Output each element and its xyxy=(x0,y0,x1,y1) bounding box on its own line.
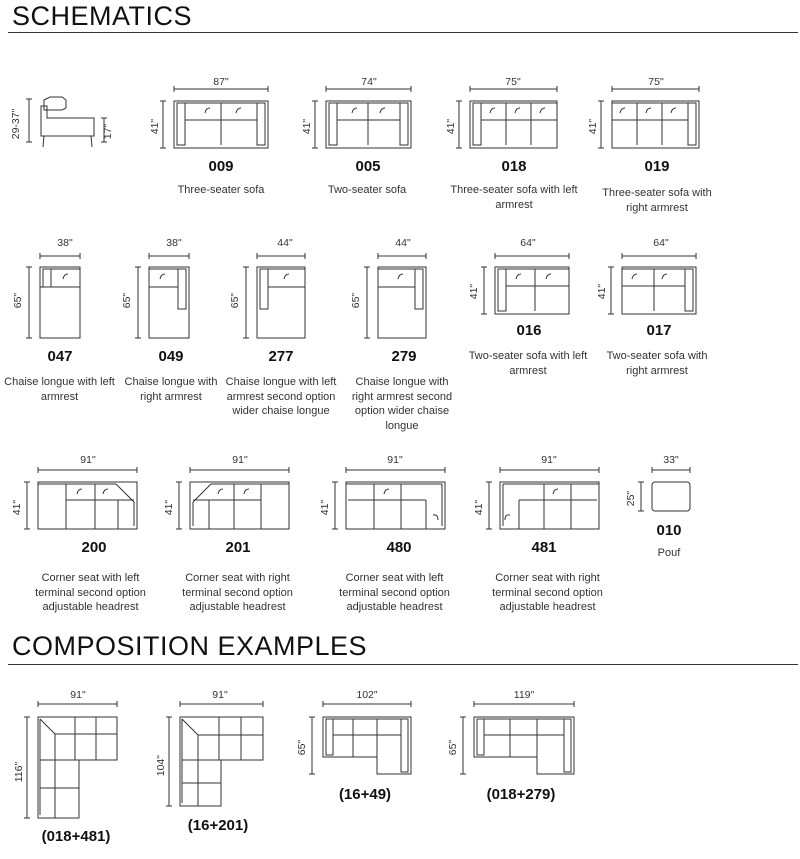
module-480-description: Corner seat with left terminal second option adjustable headrest xyxy=(339,572,450,613)
composition-018-279-code: (018+279) xyxy=(486,786,556,803)
module-005-width: 74" xyxy=(361,76,377,88)
module-279-width: 44" xyxy=(395,237,411,249)
module-279-description: Chaise longue with right armrest second option wider chaise longue xyxy=(351,376,453,432)
module-277-width: 44" xyxy=(277,237,293,249)
module-047-width: 38" xyxy=(57,237,73,249)
module-481-width: 91" xyxy=(541,454,557,466)
composition-16-49-depth: 65" xyxy=(295,739,308,756)
module-019-width: 75" xyxy=(648,76,664,88)
module-010-drawing xyxy=(638,467,690,511)
module-010-code: 010 xyxy=(656,522,682,539)
module-018-depth: 41" xyxy=(444,118,457,135)
module-009-depth: 41" xyxy=(148,118,161,135)
module-049-depth: 65" xyxy=(120,292,133,309)
composition-018-279-depth: 65" xyxy=(446,739,459,756)
side-height-label: 29-37" xyxy=(9,108,22,140)
module-047-drawing xyxy=(26,253,80,338)
module-201-code: 201 xyxy=(225,539,251,556)
module-200-drawing xyxy=(24,467,137,529)
module-019-description: Three-seater sofa with right armrest xyxy=(602,187,712,214)
module-016-drawing xyxy=(481,253,569,314)
module-009-width: 87" xyxy=(213,76,229,88)
composition-018-481-drawing xyxy=(24,701,117,818)
module-016-width: 64" xyxy=(520,237,536,249)
composition-018-279-drawing xyxy=(460,701,574,774)
module-017-drawing xyxy=(608,253,696,314)
module-017-description: Two-seater sofa with right armrest xyxy=(606,350,708,377)
module-279-code: 279 xyxy=(391,348,417,365)
module-018-width: 75" xyxy=(505,76,521,88)
composition-16-201-depth: 104" xyxy=(154,755,167,777)
module-009-description: Three-seater sofa xyxy=(177,184,265,196)
composition-16-49-width: 102" xyxy=(356,689,378,701)
module-480-width: 91" xyxy=(387,454,403,466)
module-481-depth: 41" xyxy=(472,499,485,516)
module-047-depth: 65" xyxy=(11,292,24,309)
module-017-width: 64" xyxy=(653,237,669,249)
module-009-code: 009 xyxy=(208,158,234,175)
module-049-drawing xyxy=(135,253,189,338)
module-279-depth: 65" xyxy=(349,292,362,309)
module-019-drawing xyxy=(598,86,699,148)
composition-018-279-width: 119" xyxy=(513,689,535,701)
module-481-description: Corner seat with right terminal second option adjustable headrest xyxy=(492,572,603,613)
module-016-depth: 41" xyxy=(467,283,480,300)
module-005-depth: 41" xyxy=(300,118,313,135)
composition-018-481-code: (018+481) xyxy=(41,828,111,845)
module-201-width: 91" xyxy=(232,454,248,466)
module-019-depth: 41" xyxy=(586,118,599,135)
module-480-drawing xyxy=(332,467,445,529)
module-047-code: 047 xyxy=(47,348,73,365)
composition-16-49-code: (16+49) xyxy=(338,786,392,803)
composition-018-481-width: 91" xyxy=(70,689,86,701)
module-019-code: 019 xyxy=(644,158,670,175)
module-200-code: 200 xyxy=(81,539,107,556)
module-047-description: Chaise longue with left armrest xyxy=(4,376,115,403)
module-481-drawing xyxy=(486,467,599,529)
compositions-divider xyxy=(8,664,798,665)
module-201-depth: 41" xyxy=(162,499,175,516)
module-200-depth: 41" xyxy=(10,499,23,516)
module-005-code: 005 xyxy=(355,158,381,175)
module-017-code: 017 xyxy=(646,322,672,339)
module-049-width: 38" xyxy=(166,237,182,249)
module-201-description: Corner seat with right terminal second option adjustable headrest xyxy=(182,572,293,613)
composition-16-201-drawing xyxy=(166,701,263,806)
module-481-code: 481 xyxy=(531,539,557,556)
module-009-drawing xyxy=(160,86,268,148)
composition-018-481-depth: 116" xyxy=(12,761,25,783)
module-017-depth: 41" xyxy=(595,283,608,300)
schematics-heading: SCHEMATICS xyxy=(12,1,193,31)
schematics-divider xyxy=(8,32,798,33)
module-200-description: Corner seat with left terminal second option adjustable headrest xyxy=(35,572,146,613)
composition-examples-heading: COMPOSITION EXAMPLES xyxy=(12,631,368,661)
module-010-description: Pouf xyxy=(657,547,681,559)
module-277-description: Chaise longue with left armrest second option wider chaise longue xyxy=(225,376,337,417)
module-016-description: Two-seater sofa with left armrest xyxy=(468,350,588,377)
module-049-description: Chaise longue with right armrest xyxy=(124,376,218,403)
module-049-code: 049 xyxy=(158,348,184,365)
module-010-depth: 25" xyxy=(624,490,637,507)
composition-16-201-code: (16+201) xyxy=(187,817,249,834)
module-480-code: 480 xyxy=(386,539,412,556)
module-018-description: Three-seater sofa with left armrest xyxy=(450,184,578,211)
side-seat-height-label: 17" xyxy=(101,123,114,140)
module-200-width: 91" xyxy=(80,454,96,466)
module-016-code: 016 xyxy=(516,322,542,339)
module-018-drawing xyxy=(456,86,557,148)
composition-16-49-drawing xyxy=(309,701,411,774)
module-279-drawing xyxy=(364,253,426,338)
module-277-depth: 65" xyxy=(228,292,241,309)
module-480-depth: 41" xyxy=(318,499,331,516)
module-018-code: 018 xyxy=(501,158,527,175)
module-005-drawing xyxy=(312,86,411,148)
module-277-code: 277 xyxy=(268,348,294,365)
module-201-drawing xyxy=(176,467,289,529)
module-010-width: 33" xyxy=(663,454,679,466)
composition-16-201-width: 91" xyxy=(212,689,228,701)
module-277-drawing xyxy=(243,253,305,338)
module-005-description: Two-seater sofa xyxy=(327,184,407,196)
